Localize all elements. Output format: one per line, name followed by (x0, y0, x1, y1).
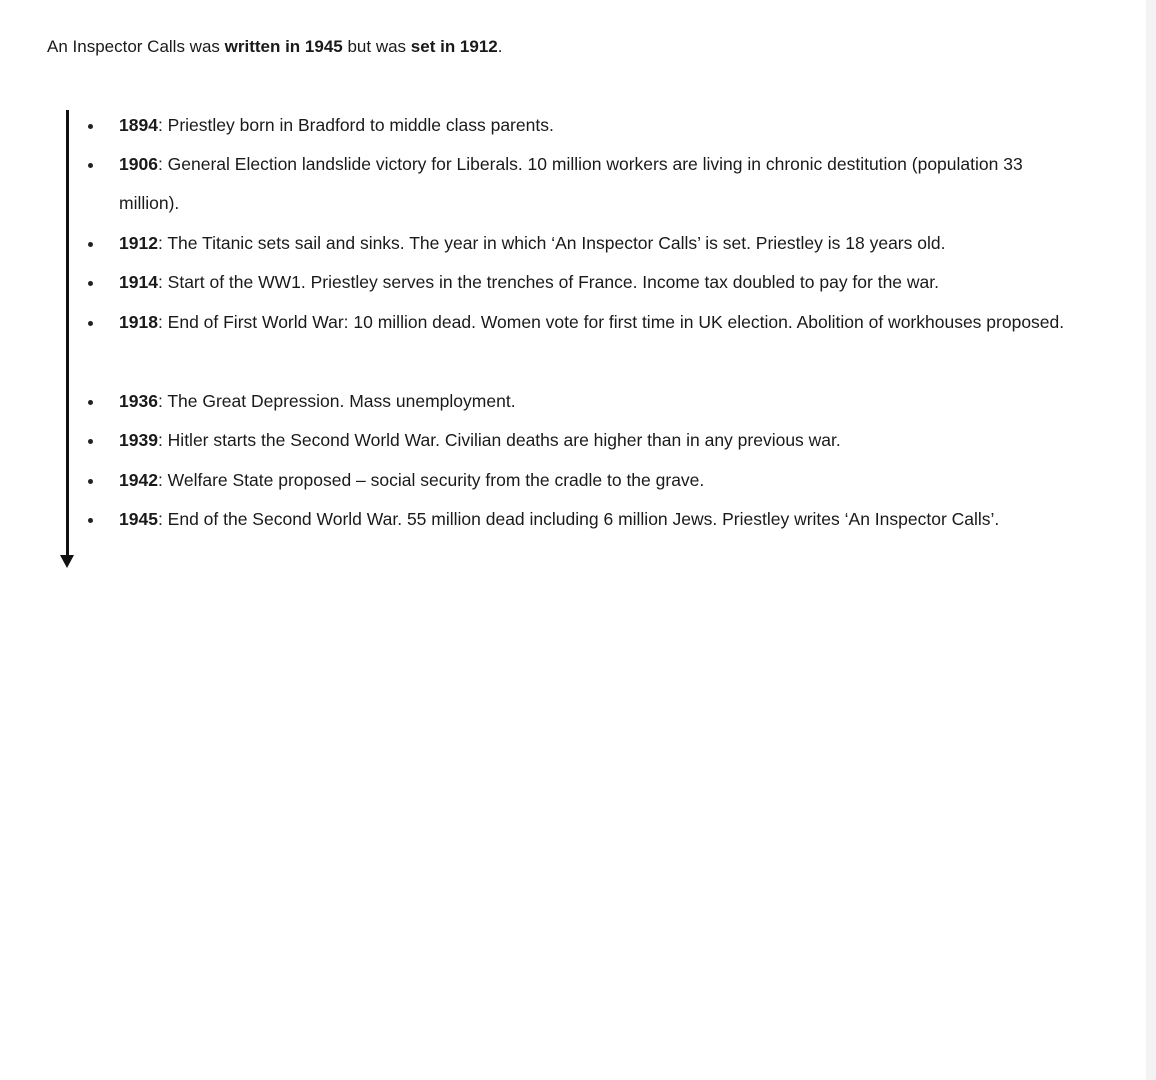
timeline-line (66, 110, 69, 558)
intro-text-3: . (497, 37, 503, 56)
intro-text-1: An Inspector Calls was (47, 37, 225, 56)
bullet-icon (88, 281, 93, 286)
bullet-icon (88, 321, 93, 326)
event-description: : The Great Depression. Mass unemployment. (157, 391, 516, 411)
event-description: : Welfare State proposed – social security from the cradle to the grave. (157, 470, 705, 490)
bullet-icon (88, 439, 93, 444)
bullet-icon (88, 518, 93, 523)
event-description: : General Election landslide victory for Liberals. 10 million workers are living in chronic destitution (population 33 million). (119, 154, 1023, 214)
event-text (119, 106, 1079, 145)
event-year: 1906 (119, 154, 158, 174)
event-text (119, 421, 1079, 460)
event-text (119, 500, 1079, 539)
event-description: : Hitler starts the Second World War. Civilian deaths are higher than in any previous war. (157, 430, 841, 450)
intro-bold-written: written in 1945 (224, 37, 343, 56)
bullet-icon (88, 242, 93, 247)
page-edge-strip (1146, 0, 1156, 1080)
event-year: 1918 (119, 312, 158, 332)
intro-bold-set: set in 1912 (410, 37, 498, 56)
bullet-icon (88, 163, 93, 168)
event-text (119, 461, 1079, 500)
event-text (119, 145, 1079, 224)
event-year: 1912 (119, 233, 158, 253)
event-year: 1936 (119, 391, 158, 411)
event-description: : End of First World War: 10 million dead. Women vote for first time in UK election. Abolition of workhouses proposed. (157, 312, 1065, 332)
event-text (119, 224, 1079, 263)
intro-sentence (47, 36, 502, 58)
event-year: 1894 (119, 115, 158, 135)
event-description: : The Titanic sets sail and sinks. The year in which ‘An Inspector Calls’ is set. Priestley is 18 years old. (157, 233, 946, 253)
event-description: : Priestley born in Bradford to middle class parents. (157, 115, 554, 135)
event-year: 1945 (119, 509, 158, 529)
event-text (119, 263, 1079, 302)
event-text (119, 382, 1079, 421)
bullet-icon (88, 400, 93, 405)
arrow-down-icon (60, 555, 74, 568)
event-year: 1942 (119, 470, 158, 490)
bullet-icon (88, 124, 93, 129)
intro-text-2: but was (342, 37, 411, 56)
bullet-icon (88, 479, 93, 484)
event-description: : Start of the WW1. Priestley serves in the trenches of France. Income tax doubled to pay for the war. (157, 272, 939, 292)
event-year: 1914 (119, 272, 158, 292)
event-year: 1939 (119, 430, 158, 450)
event-text (119, 303, 1079, 342)
event-description: : End of the Second World War. 55 million dead including 6 million Jews. Priestley writes ‘An Inspector Calls’. (157, 509, 1000, 529)
